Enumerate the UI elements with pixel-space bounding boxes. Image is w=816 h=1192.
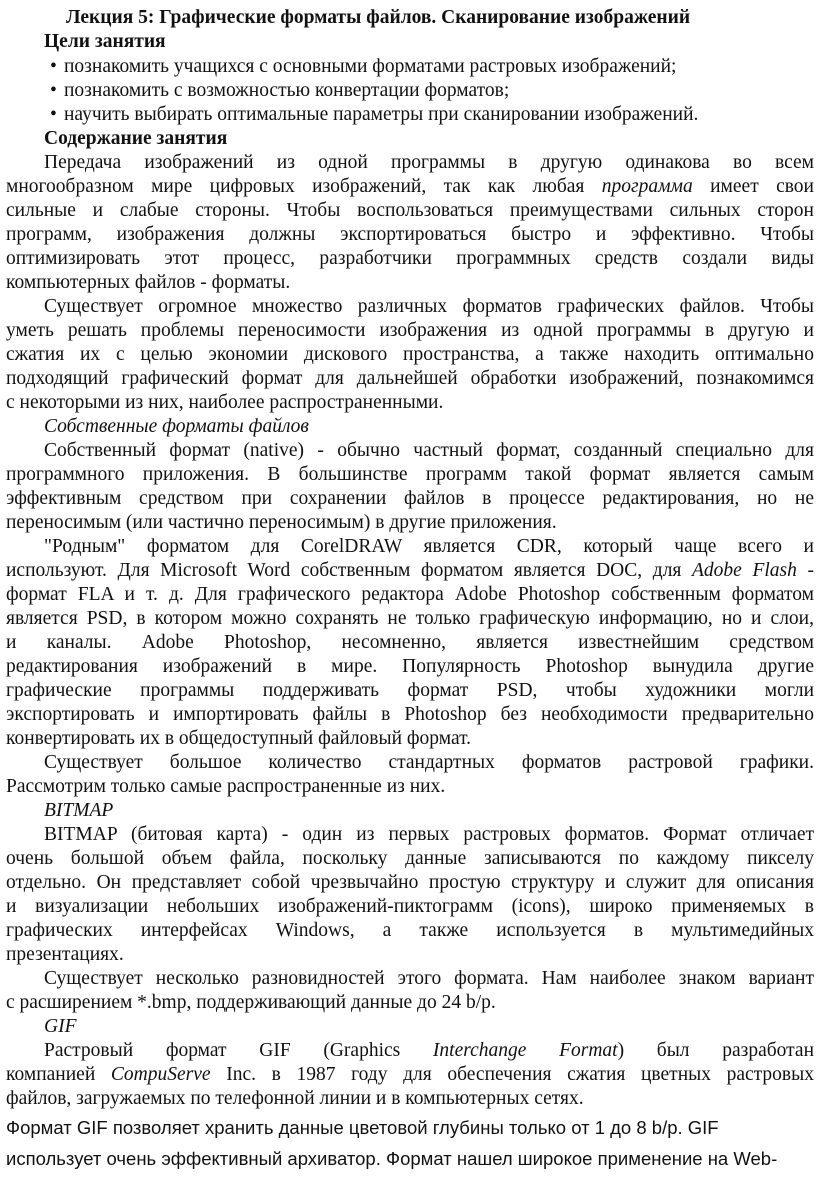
text-line: использует очень эффективный архиватор. Формат нашел широкое применение на Web-: [6, 1148, 778, 1169]
text-line: является PSD, в котором можно сохранять не только графическую информацию, но и слои,: [6, 608, 814, 629]
bullet-icon: •: [50, 80, 57, 101]
text-line: файлов, загружаемых по телефонной линии и в компьютерных сетях.: [6, 1088, 584, 1109]
text-line: сжатия их с целью экономии дискового пространства, а также находить оптимально: [6, 344, 814, 365]
text-line: формат FLA и т. д. Для графического редактора Adobe Photoshop собственным форматом: [6, 584, 814, 605]
text-line: Формат GIF позволяет хранить данные цветовой глубины только от 1 до 8 b/p. GIF: [6, 1117, 719, 1138]
text-line: "Родным" форматом для CorelDRAW является CDR, который чаще всего и: [44, 536, 814, 557]
text-line: графических интерфейсах Windows, а также используется в мультимедийных: [6, 920, 814, 941]
section-heading-bitmap: BITMAP: [44, 800, 114, 821]
text-line: отдельно. Он представляет собой чрезвычайно простую структуру и служит для описания: [6, 872, 814, 893]
text-line: BITMAP (битовая карта) - один из первых растровых форматов. Формат отличает: [44, 824, 814, 845]
bullet-icon: •: [50, 104, 57, 125]
text-line: Существует огромное множество различных форматов графических файлов. Чтобы: [44, 296, 814, 317]
text-line: подходящий графический формат для дальнейшей обработки изображений, познакомимся: [6, 368, 814, 389]
text-line: многообразном мире цифровых изображений, так как любая программа имеет свои: [6, 176, 814, 197]
text-line: переносимым (или частично переносимым) в другие приложения.: [6, 512, 557, 533]
text-line: используют. Для Microsoft Word собственным форматом является DOC, для Adobe Flash -: [6, 560, 814, 581]
text-line: Рассмотрим только самые распространенные из них.: [6, 776, 446, 797]
text-line: презентациях.: [6, 944, 124, 965]
text-line: компьютерных файлов - форматы.: [6, 272, 291, 293]
bullet-icon: •: [50, 56, 57, 77]
text-line: и визуализации небольших изображений-пиктограмм (icons), широко применяемых в: [6, 896, 814, 917]
goals-heading: Цели занятия: [44, 31, 166, 52]
text-line: компанией CompuServe Inc. в 1987 году для обеспечения сжатия цветных растровых: [6, 1064, 814, 1085]
text-line: программного приложения. В большинстве программ такой формат является самым: [6, 464, 814, 485]
text-line: сильные и слабые стороны. Чтобы воспользоваться преимуществами сильных сторон: [6, 200, 814, 221]
text-line: эффективным средством при сохранении файлов в процессе редактирования, но не: [6, 488, 814, 509]
goal-item: • познакомить с возможностью конвертации форматов;: [50, 80, 510, 101]
text-line: с расширением *.bmp, поддерживающий данные до 24 b/p.: [6, 992, 496, 1013]
text-line: конвертировать их в общедоступный файловый формат.: [6, 728, 472, 749]
text-line: уметь решать проблемы переносимости изображения из одной программы в другую и: [6, 320, 814, 341]
text-line: Передача изображений из одной программы в другую одинакова во всем: [44, 152, 814, 173]
text-line: графические программы поддерживать формат PSD, чтобы художники могли: [6, 680, 814, 701]
content-heading: Содержание занятия: [44, 128, 228, 149]
goal-item: • познакомить учащихся с основными форматами растровых изображений;: [50, 56, 677, 77]
text-line: Растровый формат GIF (Graphics Interchange Format) был разработан: [44, 1040, 814, 1061]
text-line: очень большой объем файла, поскольку данные записываются по каждому пикселу: [6, 848, 814, 869]
lecture-title: Лекция 5: Графические форматы файлов. Сканирование изображений: [66, 7, 691, 28]
text-line: Существует несколько разновидностей этого формата. Нам наиболее знаком вариант: [44, 968, 814, 989]
text-line: экспортировать и импортировать файлы в Photoshop без необходимости предварительно: [6, 704, 814, 725]
text-line: программ, изображения должны экспортироваться быстро и эффективно. Чтобы: [6, 224, 814, 245]
text-line: с некоторыми из них, наиболее распространенными.: [6, 392, 444, 413]
text-line: редактирования изображений в мире. Популярность Photoshop вынудила другие: [6, 656, 814, 677]
text-line: Существует большое количество стандартных форматов растровой графики.: [44, 752, 814, 773]
section-heading-native: Собственные форматы файлов: [44, 416, 309, 437]
section-heading-gif: GIF: [44, 1016, 77, 1037]
text-line: Собственный формат (native) - обычно частный формат, созданный специально для: [44, 440, 814, 461]
text-line: оптимизировать этот процесс, разработчики программных средств создали виды: [6, 248, 814, 269]
goal-item: • научить выбирать оптимальные параметры при сканировании изображений.: [50, 104, 699, 125]
text-line: и каналы. Adobe Photoshop, несомненно, является известнейшим средством: [6, 632, 814, 653]
